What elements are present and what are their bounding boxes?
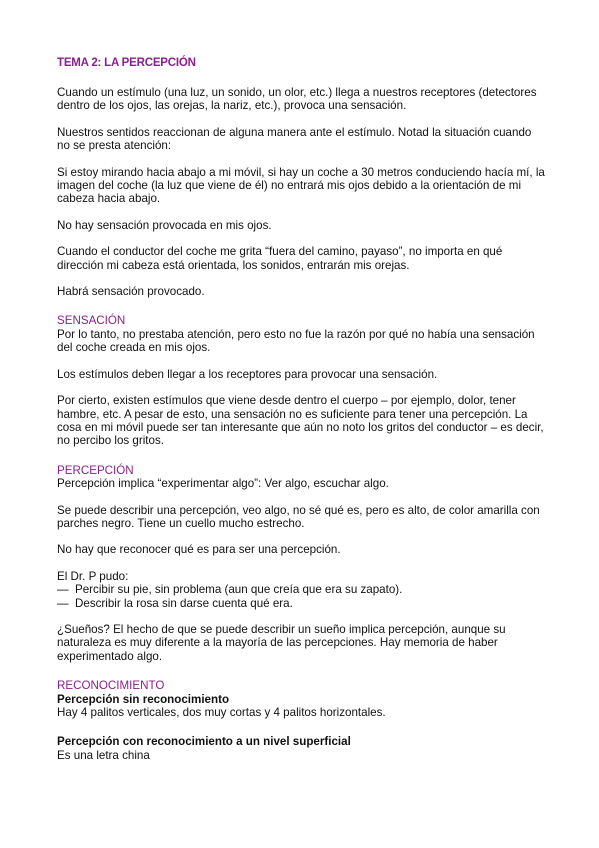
subheading: Percepción con reconocimiento a un nivel superficial [57, 735, 351, 749]
paragraph: Habrá sensación provocado. [57, 285, 205, 299]
paragraph: Si estoy mirando hacia abajo a mi móvil, si hay un coche a 30 metros conduciendo hacía mí, la imagen del coche (la luz que viene de él) no entrará mis ojos debido a la orientación de mi cabeza hacia abajo. [57, 165, 545, 206]
document-body [57, 86, 547, 762]
paragraph: El Dr. P pudo: [57, 569, 129, 583]
paragraph: No hay que reconocer qué es para ser una percepción. [57, 543, 341, 557]
document-title: TEMA 2: LA PERCEPCIÓN [57, 57, 196, 69]
paragraph: Es una letra china [57, 748, 150, 762]
paragraph: Se puede describir una percepción, veo algo, no sé qué es, pero es alto, de color amarilla con parches negro. Tiene un cuello mucho estrecho. [57, 503, 540, 530]
paragraph: Por cierto, existen estímulos que viene desde dentro el cuerpo – por ejemplo, dolor, tener hambre, etc. A pesar de esto, una sensación no es suficiente para tener una percepción. La cosa en mi móvil puede ser tan interesante que aún no noto los gritos del conductor – es decir, no percibo los gritos. [57, 394, 544, 448]
paragraph: Los estímulos deben llegar a los receptores para provocar una sensación. [57, 367, 438, 381]
list-item-text: Describir la rosa sin darse cuenta qué era. [75, 596, 293, 610]
paragraph: Percepción implica “experimentar algo”: Ver algo, escuchar algo. [57, 477, 389, 491]
paragraph: Hay 4 palitos verticales, dos muy cortas y 4 palitos horizontales. [57, 706, 386, 719]
paragraph: No hay sensación provocada en mis ojos. [57, 218, 272, 232]
list-item-text: Percibir su pie, sin problema (aun que creía que era su zapato). [75, 583, 403, 597]
list-item [57, 583, 547, 596]
section-heading-reconocimiento: RECONOCIMIENTO [57, 679, 165, 693]
paragraph: Por lo tanto, no prestaba atención, pero esto no fue la razón por qué no había una sensación del coche creada en mis ojos. [57, 327, 535, 355]
paragraph: Cuando el conductor del coche me grita “fuera del camino, payaso”, no importa en qué dirección mi cabeza está orientada, los sonidos, entrarán mis orejas. [57, 245, 503, 272]
section-heading-percepcion: PERCEPCIÓN [57, 463, 134, 477]
paragraph: Cuando un estímulo (una luz, un sonido, un olor, etc.) llega a nuestros receptores (detectores dentro de los ojos, las orejas, la nariz, etc.), provoca una sensación. [57, 86, 537, 113]
list-dash: — [57, 596, 69, 610]
paragraph: ¿Sueños? El hecho de que se puede describir un sueño implica percepción, aunque su naturaleza es muy diferente a la mayoría de las percepciones. Hay memoria de haber experimentado algo. [57, 622, 506, 663]
section-heading-sensacion: SENSACIÓN [57, 314, 126, 328]
subheading: Percepción sin reconocimiento [57, 692, 230, 706]
list-dash: — [57, 583, 69, 597]
list-item [57, 597, 547, 610]
paragraph: Nuestros sentidos reaccionan de alguna manera ante el estímulo. Notad la situación cuando no se presta atención: [57, 125, 532, 153]
